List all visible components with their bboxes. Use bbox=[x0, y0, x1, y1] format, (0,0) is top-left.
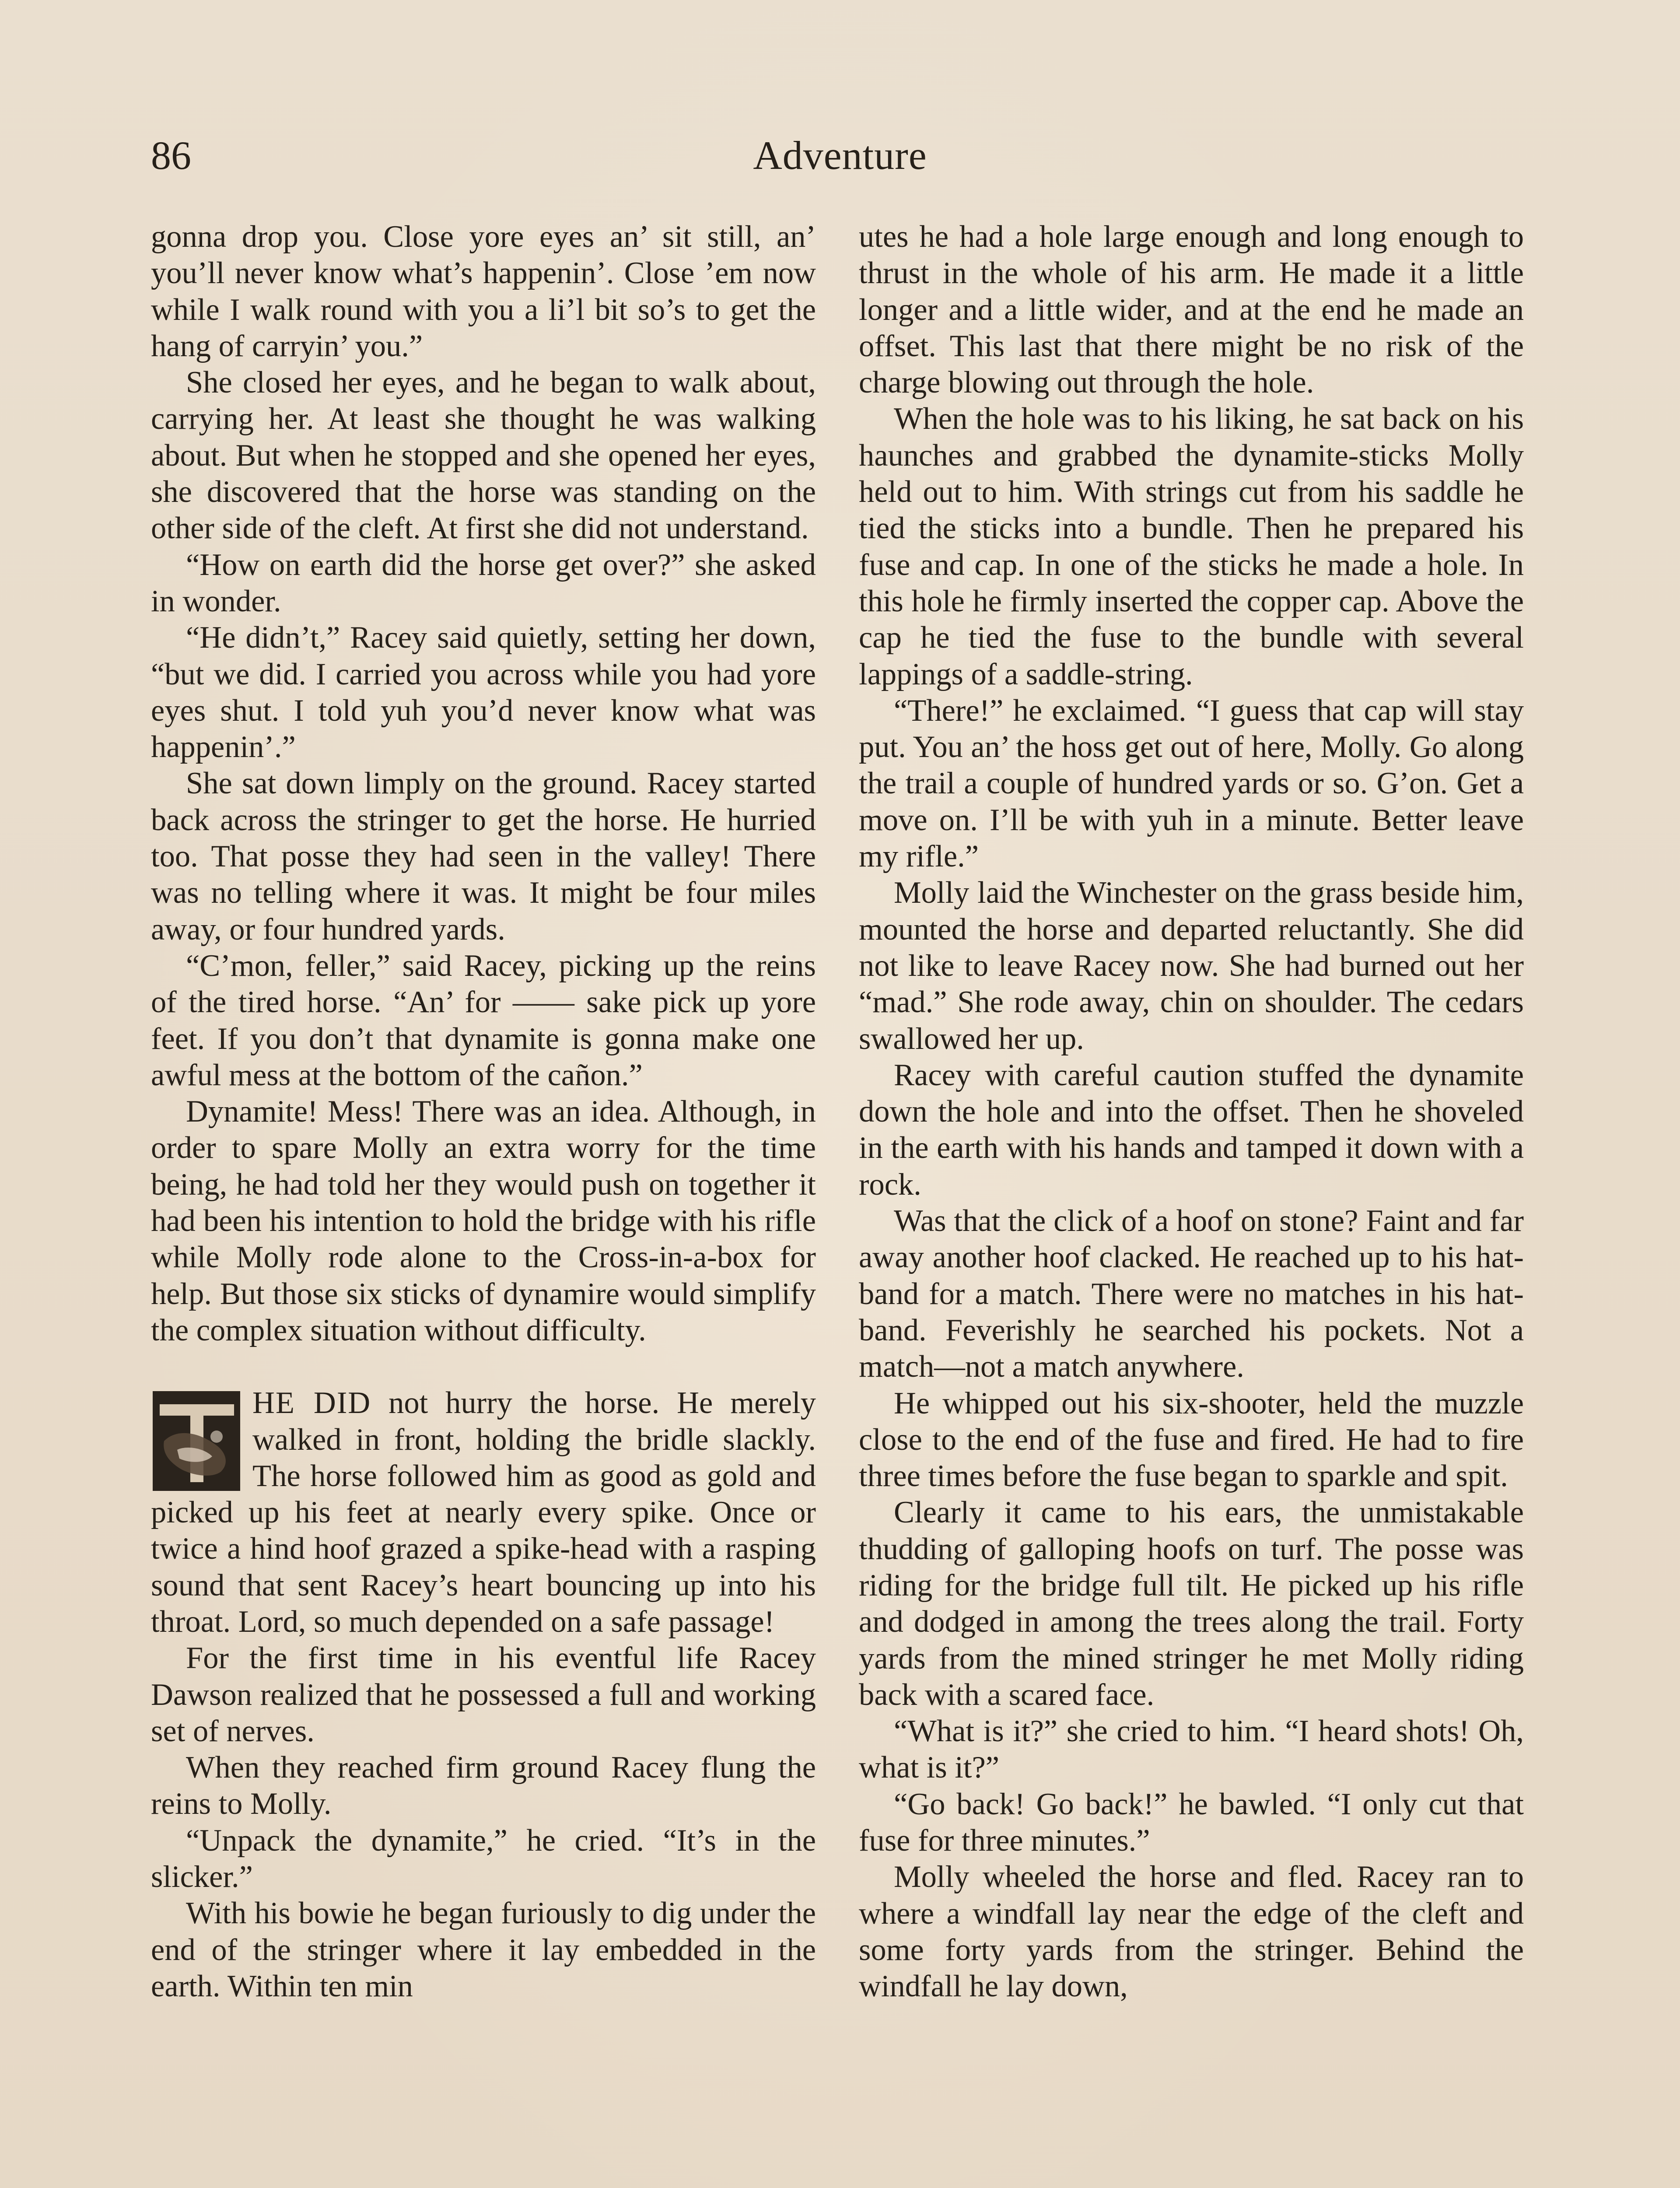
dropcap-lead-text: HE DID bbox=[252, 1386, 371, 1420]
paragraph: With his bowie he began furiously to dig under the end of the stringer where it lay embedded in the earth. Within ten min bbox=[151, 1896, 816, 2003]
paragraph: She sat down limply on the ground. Racey started back across the stringer to get the horse. He hurried too. That posse they had seen in the valley! There was no telling where it was. It might be four miles away, or four hundred yards. bbox=[151, 766, 816, 947]
paragraph: “He didn’t,” Racey said quietly, setting her down, “but we did. I carried you across while you had yore eyes shut. I told yuh you’d never know what was happenin’.” bbox=[151, 621, 816, 764]
paragraph: When they reached firm ground Racey flung the reins to Molly. bbox=[151, 1750, 816, 1821]
paragraph: gonna drop you. Close yore eyes an’ sit still, an’ you’ll never know what’s happenin’. Close ’em now while I walk round with you a li’l bit so’s to get the hang of carryin’ you.” bbox=[151, 220, 816, 363]
paragraph: Clearly it came to his ears, the unmistakable thudding of galloping hoofs on turf. The posse was riding for the bridge full tilt. He picked up his rifle and dodged in among the trees along the trail. Forty yards from the mined stringer he met Molly riding back with a scared face. bbox=[859, 1495, 1524, 1712]
paragraph: “How on earth did the horse get over?” she asked in wonder. bbox=[151, 547, 816, 618]
paragraph: Was that the click of a hoof on stone? Faint and far away another hoof clacked. He reached up to his hat-band for a match. There were no matches in his hat-band. Feverishly he searched his pockets. Not a match—not a match anywhere. bbox=[859, 1204, 1524, 1384]
page-number: 86 bbox=[151, 133, 191, 178]
right-column bbox=[859, 219, 1524, 2005]
paragraph: utes he had a hole large enough and long enough to thrust in the whole of his arm. He made it a little longer and a little wider, and at the end he made an offset. This last that there might be no risk of the charge blowing out through the hole. bbox=[859, 220, 1524, 400]
dropcap-rest-text: not hurry the horse. He merely walked in front, holding the bridle slackly. The horse followed him as good as gold and picked up his feet at nearly every spike. Once or twice a hind hoof grazed a spike-head with a rasping sound that sent Racey’s heart bouncing up into his throat. Lord, so much depended on a safe passage! bbox=[151, 1386, 816, 1639]
decorative-initial-t bbox=[151, 1389, 243, 1494]
paragraph: She closed her eyes, and he began to walk about, carrying her. At least she thought he was walking about. But when he stopped and she opened her eyes, she discovered that the horse was standing on the other side of the cleft. At first she did not understand. bbox=[151, 365, 816, 546]
page-header bbox=[151, 127, 1529, 184]
paragraph: Molly wheeled the horse and fled. Racey ran to where a windfall lay near the edge of the cleft and some forty yards from the stringer. Behind the windfall he lay down, bbox=[859, 1860, 1524, 2004]
dropcap-paragraph bbox=[151, 1385, 816, 1640]
paragraph: He whipped out his six-shooter, held the muzzle close to the end of the fuse and fired. He had to fire three times before the fuse began to sparkle and spit. bbox=[859, 1386, 1524, 1494]
decorative-initial-art bbox=[151, 1389, 243, 1494]
paragraph: “C’mon, feller,” said Racey, picking up the reins of the tired horse. “An’ for —— sake pick up yore feet. If you don’t that dynamite is gonna make one awful mess at the bottom of the cañon.” bbox=[151, 948, 816, 1092]
paragraph: When the hole was to his liking, he sat back on his haunches and grabbed the dynamite-sticks Molly held out to him. With strings cut from his saddle he tied the sticks into a bundle. Then he prepared his fuse and cap. In one of the sticks he made a hole. In this hole he firmly inserted the copper cap. Above the cap he tied the fuse to the bundle with several lappings of a saddle-string. bbox=[859, 402, 1524, 691]
paragraph: “There!” he exclaimed. “I guess that cap will stay put. You an’ the hoss get out of here, Molly. Go along the trail a couple of hundred yards or so. G’on. Get a move on. I’ll be with yuh in a minute. Better leave my rifle.” bbox=[859, 693, 1524, 874]
paragraph: Molly laid the Winchester on the grass beside him, mounted the horse and departed reluctantly. She did not like to leave Racey now. She had burned out her “mad.” She rode away, chin on shoulder. The cedars swallowed her up. bbox=[859, 876, 1524, 1056]
paragraph: “Unpack the dynamite,” he cried. “It’s in the slicker.” bbox=[151, 1823, 816, 1894]
left-column bbox=[151, 219, 816, 2005]
paragraph: “What is it?” she cried to him. “I heard shots! Oh, what is it?” bbox=[859, 1714, 1524, 1785]
paragraph: Dynamite! Mess! There was an idea. Although, in order to spare Molly an extra worry for the time being, he had told her they would push on together it had been his intention to hold the bridge with his rifle while Molly rode alone to the Cross-in-a-box for help. But those six sticks of dynamire would simplify the complex situation without difficulty. bbox=[151, 1094, 816, 1347]
paragraph: “Go back! Go back!” he bawled. “I only cut that fuse for three minutes.” bbox=[859, 1787, 1524, 1858]
paragraph: For the first time in his eventful life Racey Dawson realized that he possessed a full and working set of nerves. bbox=[151, 1641, 816, 1748]
paragraph: Racey with careful caution stuffed the dynamite down the hole and into the offset. Then he shoveled in the earth with his hands and tamped it down with a rock. bbox=[859, 1058, 1524, 1202]
running-head: Adventure bbox=[753, 133, 927, 178]
